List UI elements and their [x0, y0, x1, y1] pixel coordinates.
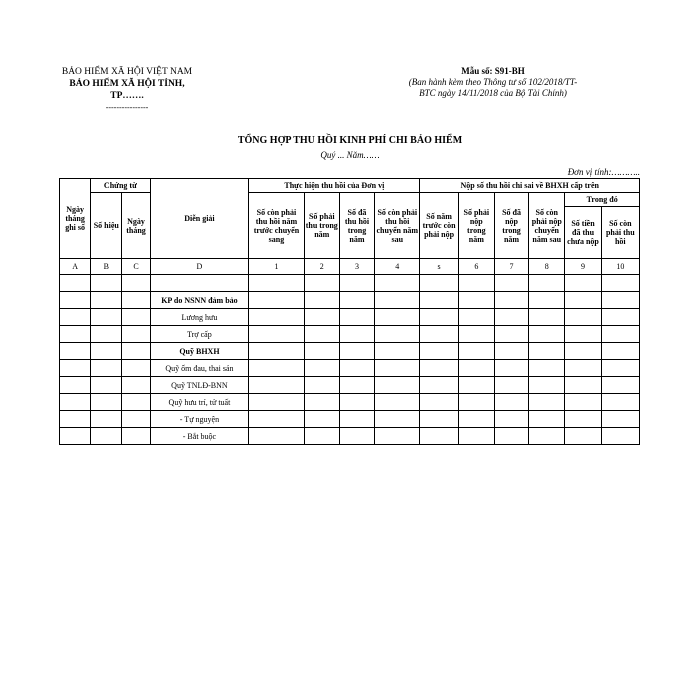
table-cell — [529, 275, 565, 292]
row-description — [150, 275, 249, 292]
table-cell — [91, 394, 122, 411]
table-cell — [122, 343, 150, 360]
header-row-1 — [60, 179, 640, 193]
table-cell — [458, 360, 494, 377]
table-cell — [122, 377, 150, 394]
table-row — [60, 411, 640, 428]
col-s3-header: Số đã nộp trong năm — [494, 193, 528, 259]
table-cell — [122, 411, 150, 428]
table-cell — [458, 377, 494, 394]
agency-header — [52, 66, 202, 114]
table-cell — [304, 275, 339, 292]
table-row — [60, 326, 640, 343]
column-code: 6 — [458, 259, 494, 275]
column-code: B — [91, 259, 122, 275]
table-cell — [601, 275, 639, 292]
table-cell — [122, 360, 150, 377]
table-cell — [601, 309, 639, 326]
table-row — [60, 360, 640, 377]
table-cell — [601, 428, 639, 445]
agency-line-3: TP……. — [110, 91, 144, 101]
table-cell — [420, 394, 458, 411]
table-row — [60, 275, 640, 292]
form-note-2: BTC ngày 14/11/2018 của Bộ Tài Chính) — [419, 88, 567, 98]
row-description: KP do NSNN đảm bảo — [150, 292, 249, 309]
table-cell — [249, 292, 304, 309]
table-cell — [529, 377, 565, 394]
table-cell — [601, 292, 639, 309]
table-cell — [249, 343, 304, 360]
table-cell — [565, 428, 601, 445]
in-which-group-header: Trong đó — [565, 193, 640, 207]
column-code: 1 — [249, 259, 304, 275]
table-cell — [375, 377, 420, 394]
column-code: 4 — [375, 259, 420, 275]
col-date-header: Ngày tháng ghi số — [60, 179, 91, 259]
row-description: Trợ cấp — [150, 326, 249, 343]
table-cell — [494, 309, 528, 326]
table-cell — [420, 411, 458, 428]
row-description: - Tự nguyện — [150, 411, 249, 428]
table-cell — [60, 343, 91, 360]
table-cell — [565, 360, 601, 377]
form-header — [390, 66, 596, 99]
table-cell — [122, 309, 150, 326]
table-cell — [339, 411, 374, 428]
table-cell — [494, 360, 528, 377]
table-cell — [494, 377, 528, 394]
table-body — [60, 275, 640, 445]
col-u2-header: Số phải thu trong năm — [304, 193, 339, 259]
table-cell — [494, 275, 528, 292]
table-cell — [249, 275, 304, 292]
table-cell — [565, 394, 601, 411]
table-cell — [91, 275, 122, 292]
table-cell — [60, 377, 91, 394]
table-cell — [375, 428, 420, 445]
table-cell — [249, 428, 304, 445]
table-cell — [91, 360, 122, 377]
table-cell — [375, 411, 420, 428]
row-description: Quỹ hưu trí, tử tuất — [150, 394, 249, 411]
table-cell — [601, 343, 639, 360]
table-cell — [529, 428, 565, 445]
table-cell — [122, 428, 150, 445]
row-description: Quỹ ốm đau, thai sản — [150, 360, 249, 377]
table-row — [60, 309, 640, 326]
table-cell — [375, 275, 420, 292]
table-row — [60, 428, 640, 445]
column-code: 10 — [601, 259, 639, 275]
table-cell — [60, 275, 91, 292]
table-cell — [601, 377, 639, 394]
col-s6-header: Số còn phải thu hồi — [601, 207, 639, 259]
table-cell — [494, 292, 528, 309]
col-s4-header: Số còn phải nộp chuyển năm sau — [529, 193, 565, 259]
table-cell — [420, 428, 458, 445]
table-row — [60, 394, 640, 411]
table-cell — [529, 326, 565, 343]
table-cell — [494, 326, 528, 343]
table-cell — [601, 360, 639, 377]
table-cell — [458, 428, 494, 445]
table-cell — [60, 326, 91, 343]
table-row — [60, 377, 640, 394]
table-cell — [122, 275, 150, 292]
table-cell — [91, 292, 122, 309]
row-description: Lương hưu — [150, 309, 249, 326]
table-cell — [91, 326, 122, 343]
table-cell — [420, 309, 458, 326]
table-cell — [565, 343, 601, 360]
table-cell — [375, 360, 420, 377]
table-cell — [458, 411, 494, 428]
table-cell — [420, 360, 458, 377]
unit-recovery-group-header: Thực hiện thu hồi của Đơn vị — [249, 179, 420, 193]
table-cell — [60, 394, 91, 411]
table-cell — [249, 377, 304, 394]
column-code: 9 — [565, 259, 601, 275]
table-cell — [458, 326, 494, 343]
document-title: TỔNG HỢP THU HỒI KINH PHÍ CHI BẢO HIỂM — [237, 135, 463, 146]
col-u3-header: Số đã thu hồi trong năm — [339, 193, 374, 259]
table-cell — [420, 343, 458, 360]
table-cell — [458, 343, 494, 360]
table-cell — [601, 394, 639, 411]
table-cell — [339, 343, 374, 360]
unit-of-measure: Đơn vị tính:……….. — [567, 167, 640, 177]
table-cell — [420, 292, 458, 309]
table-cell — [565, 292, 601, 309]
col-s2-header: Số phải nộp trong năm — [458, 193, 494, 259]
table-cell — [339, 377, 374, 394]
table-cell — [304, 326, 339, 343]
table-cell — [529, 360, 565, 377]
voucher-group-header: Chứng từ — [91, 179, 150, 193]
col-voucher-date-header: Ngày tháng — [122, 193, 150, 259]
table-cell — [565, 326, 601, 343]
column-code: 2 — [304, 259, 339, 275]
agency-line-1: BẢO HIỂM XÃ HỘI VIỆT NAM — [61, 67, 193, 77]
col-u4-header: Số còn phải thu hồi chuyển năm sau — [375, 193, 420, 259]
table-cell — [122, 394, 150, 411]
row-description: - Bắt buộc — [150, 428, 249, 445]
table-cell — [122, 292, 150, 309]
col-voucher-no-header: Số hiệu — [91, 193, 122, 259]
col-s1-header: Số năm trước còn phải nộp — [420, 193, 458, 259]
agency-divider: ---------------- — [105, 103, 149, 112]
table-cell — [60, 360, 91, 377]
table-cell — [420, 275, 458, 292]
table-row — [60, 343, 640, 360]
table-cell — [458, 292, 494, 309]
table-cell — [60, 309, 91, 326]
table-cell — [91, 343, 122, 360]
table-cell — [339, 292, 374, 309]
form-code: Mẫu số: S91-BH — [461, 66, 525, 76]
row-description: Quỹ BHXH — [150, 343, 249, 360]
column-code: 7 — [494, 259, 528, 275]
table-cell — [494, 394, 528, 411]
table-cell — [494, 428, 528, 445]
table-cell — [375, 343, 420, 360]
column-code: D — [150, 259, 249, 275]
table-cell — [304, 292, 339, 309]
table-cell — [458, 309, 494, 326]
table-cell — [375, 309, 420, 326]
table-cell — [249, 360, 304, 377]
table-cell — [60, 428, 91, 445]
table-cell — [91, 309, 122, 326]
table-cell — [249, 326, 304, 343]
table-cell — [420, 377, 458, 394]
table-cell — [122, 326, 150, 343]
table-cell — [304, 343, 339, 360]
table-cell — [339, 309, 374, 326]
table-cell — [529, 292, 565, 309]
document-period: Quý ... Năm…… — [320, 150, 380, 160]
table-cell — [304, 360, 339, 377]
form-note-1: (Ban hành kèm theo Thông tư số 102/2018/TT- — [408, 77, 578, 87]
table-cell — [420, 326, 458, 343]
table-cell — [375, 394, 420, 411]
table-cell — [60, 411, 91, 428]
table-cell — [304, 428, 339, 445]
table-cell — [304, 377, 339, 394]
table-cell — [339, 360, 374, 377]
table-cell — [601, 326, 639, 343]
table-cell — [91, 428, 122, 445]
column-code: C — [122, 259, 150, 275]
table-cell — [529, 343, 565, 360]
table-cell — [304, 411, 339, 428]
table-cell — [529, 309, 565, 326]
table-cell — [375, 292, 420, 309]
table-cell — [339, 275, 374, 292]
table-cell — [249, 394, 304, 411]
table-cell — [91, 377, 122, 394]
table-cell — [339, 326, 374, 343]
col-desc-header: Diễn giải — [150, 179, 249, 259]
table-cell — [565, 309, 601, 326]
column-code: 3 — [339, 259, 374, 275]
recovery-summary-table — [59, 178, 640, 445]
table-cell — [529, 394, 565, 411]
table-row — [60, 292, 640, 309]
table-cell — [249, 411, 304, 428]
table-cell — [91, 411, 122, 428]
table-cell — [249, 309, 304, 326]
table-cell — [458, 394, 494, 411]
agency-line-2: BẢO HIỂM XÃ HỘI TỈNH, — [69, 79, 185, 89]
column-code: 8 — [529, 259, 565, 275]
table-cell — [304, 394, 339, 411]
table-cell — [494, 343, 528, 360]
table-cell — [375, 326, 420, 343]
row-description: Quỹ TNLĐ-BNN — [150, 377, 249, 394]
col-u1-header: Số còn phải thu hồi năm trước chuyển sang — [249, 193, 304, 259]
table-cell — [565, 411, 601, 428]
column-code: A — [60, 259, 91, 275]
table-cell — [565, 377, 601, 394]
table-cell — [60, 292, 91, 309]
table-cell — [304, 309, 339, 326]
col-s5-header: Số tiền đã thu chưa nộp — [565, 207, 601, 259]
table-cell — [458, 275, 494, 292]
table-cell — [339, 394, 374, 411]
table-cell — [339, 428, 374, 445]
table-cell — [565, 275, 601, 292]
column-code-row — [60, 259, 640, 275]
table-cell — [494, 411, 528, 428]
table-cell — [529, 411, 565, 428]
header-row-2 — [60, 193, 640, 207]
table-cell — [601, 411, 639, 428]
submit-group-header: Nộp số thu hồi chi sai về BHXH cấp trên — [420, 179, 640, 193]
column-code: s — [420, 259, 458, 275]
